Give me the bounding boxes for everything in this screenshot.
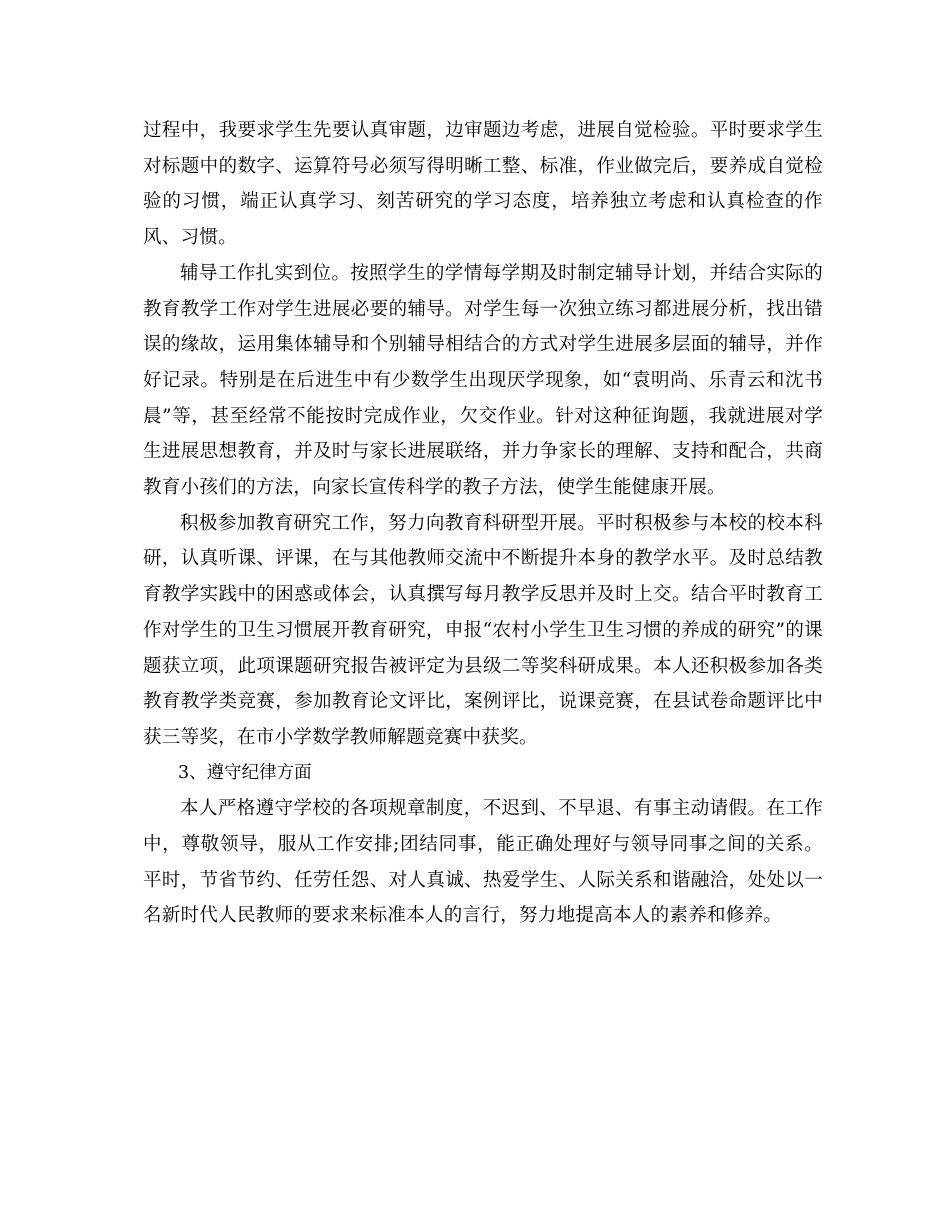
paragraph-education-research: 积极参加教育研究工作，努力向教育科研型开展。平时积极参与本校的校本科研，认真听课、评课，在与其他教师交流中不断提升本身的教学水平。及时总结教育教学实践中的困惑或体会，认真撰写每月教学反思并及时上交。结合平时教育工作对学生的卫生习惯展开教育研究，申报“农村小学生卫生习惯的养成的研究”的课题获立项，此项课题研究报告被评定为县级二等奖科研成果。本人还积极参加各类教育教学类竞赛，参加教育论文评比，案例评比，说课竞赛，在县试卷命题评比中获三等奖，在市小学数学教师解题竞赛中获奖。 <box>143 512 823 748</box>
paragraph-discipline: 本人严格遵守学校的各项规章制度，不迟到、不早退、有事主动请假。在工作中，尊敬领导，服从工作安排;团结同事，能正确处理好与领导同事之间的关系。平时，节省节约、任劳任怨、对人真诚、热爱学生、人际关系和谐融洽，处处以一名新时代人民教师的要求来标准本人的言行，努力地提高本人的素养和修养。 <box>143 798 823 927</box>
paragraph-study-habits: 过程中，我要求学生先要认真审题，边审题边考虑，进展自觉检验。平时要求学生对标题中的数字、运算符号必须写得明晰工整、标准，作业做完后，要养成自觉检验的习惯，端正认真学习、刻苦研究的学习态度，培养独立考虑和认真检查的作风、习惯。 <box>143 120 823 249</box>
paragraph-tutoring-work: 辅导工作扎实到位。按照学生的学情每学期及时制定辅导计划，并结合实际的教育教学工作对学生进展必要的辅导。对学生每一次独立练习都进展分析，找出错误的缘故，运用集体辅导和个别辅导相结合的方式对学生进展多层面的辅导，并作好记录。特别是在后进生中有少数学生出现厌学现象，如“袁明尚、乐青云和沈书晨”等，甚至经常不能按时完成作业，欠交作业。针对这种征询题，我就进展对学生进展思想教育，并及时与家长进展联络，并力争家长的理解、支持和配合，共商教育小孩们的方法，向家长宣传科学的教子方法，使学生能健康开展。 <box>143 262 823 499</box>
document-body <box>143 113 823 934</box>
section-heading-discipline: 3、遵守纪律方面 <box>178 762 312 783</box>
